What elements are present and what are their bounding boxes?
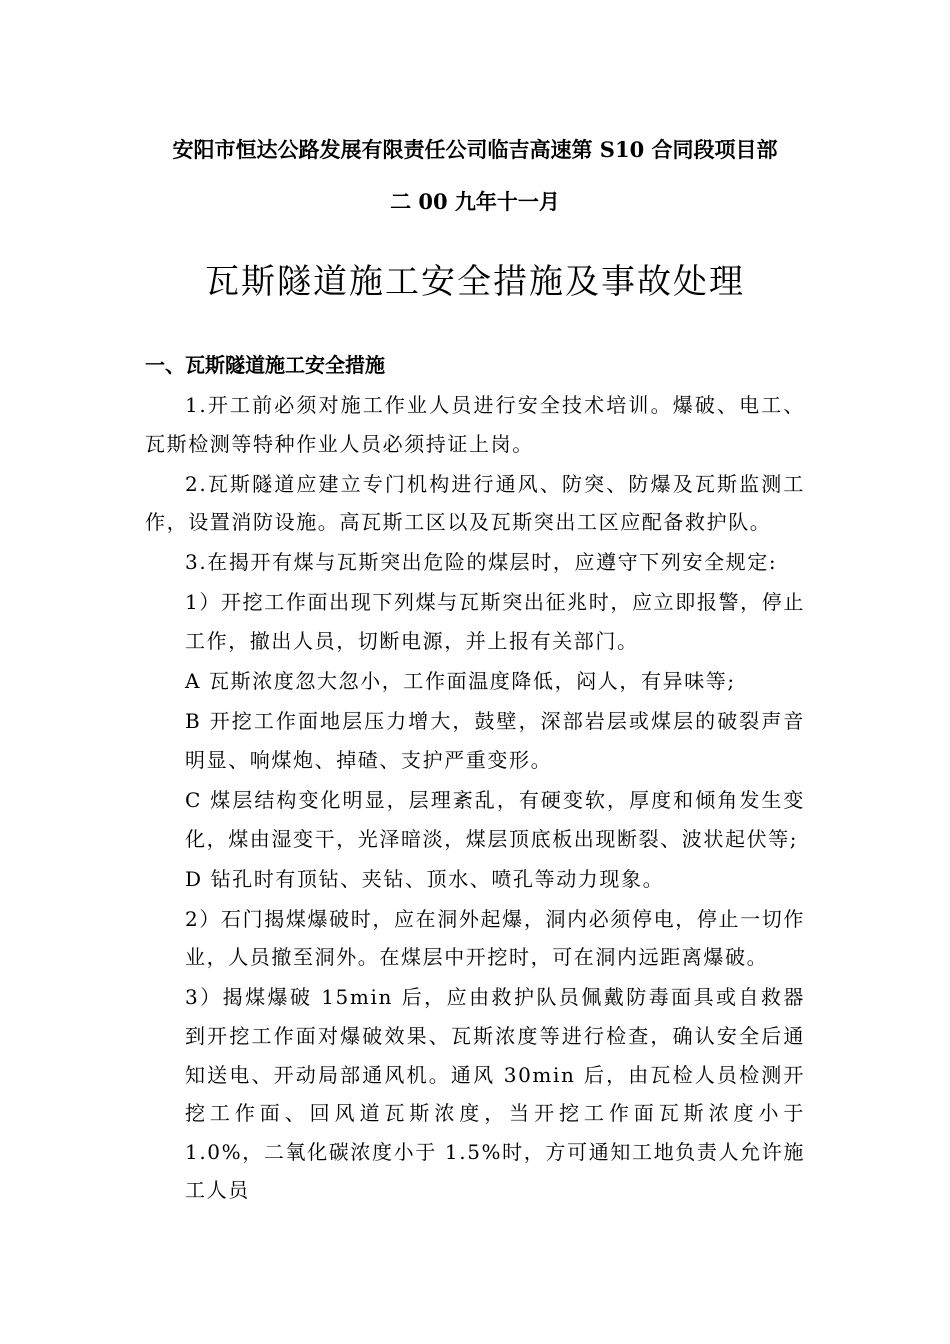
organization-header: 安阳市恒达公路发展有限责任公司临吉高速第 S10 合同段项目部 — [172, 137, 778, 162]
paragraph: C 煤层结构变化明显，层理紊乱，有硬变软，厚度和倾角发生变化，煤由湿变干，光泽暗淡，煤层顶底板出现断裂、波状起伏等; — [185, 787, 805, 851]
paragraph: 2.瓦斯隧道应建立专门机构进行通风、防突、防爆及瓦斯监测工作，设置消防设施。高瓦斯工区以及瓦斯突出工区应配备救护队。 — [145, 471, 805, 535]
paragraph: 3.在揭开有煤与瓦斯突出危险的煤层时，应遵守下列安全规定: — [185, 550, 778, 575]
paragraph: D 钻孔时有顶钻、夹钻、顶水、喷孔等动力现象。 — [185, 866, 665, 891]
section-heading: 一、瓦斯隧道施工安全措施 — [145, 353, 385, 377]
paragraph: 3）揭煤爆破 15min 后，应由救护队员佩戴防毒面具或自救器到开挖工作面对爆破效果、瓦斯浓度等进行检查，确认安全后通知送电、开动局部通风机。通风 30min 后，由瓦检人员检测开挖工作面、回风道瓦斯浓度，当开挖工作面瓦斯浓度小于 1.0%，二氧化碳浓度小于 1.5%时，方可通知工地负责人允许施工人员 — [185, 985, 805, 1203]
paragraph: 1）开挖工作面出现下列煤与瓦斯突出征兆时，应立即报警，停止工作，撤出人员，切断电源，并上报有关部门。 — [185, 590, 805, 654]
paragraph: B 开挖工作面地层压力增大，鼓壁，深部岩层或煤层的破裂声音明显、响煤炮、掉碴、支护严重变形。 — [185, 709, 805, 772]
paragraph: 2）石门揭煤爆破时，应在洞外起爆，洞内必须停电，停止一切作业，人员撤至洞外。在煤层中开挖时，可在洞内远距离爆破。 — [185, 906, 805, 970]
document-date: 二 00 九年十一月 — [390, 189, 560, 214]
paragraph: 1.开工前必须对施工作业人员进行安全技术培训。爆破、电工、瓦斯检测等特种作业人员必须持证上岗。 — [145, 393, 805, 456]
paragraph: A 瓦斯浓度忽大忽小，工作面温度降低，闷人，有异味等; — [185, 669, 736, 694]
body-text — [145, 386, 805, 1211]
document-title: 瓦斯隧道施工安全措施及事故处理 — [205, 262, 745, 302]
